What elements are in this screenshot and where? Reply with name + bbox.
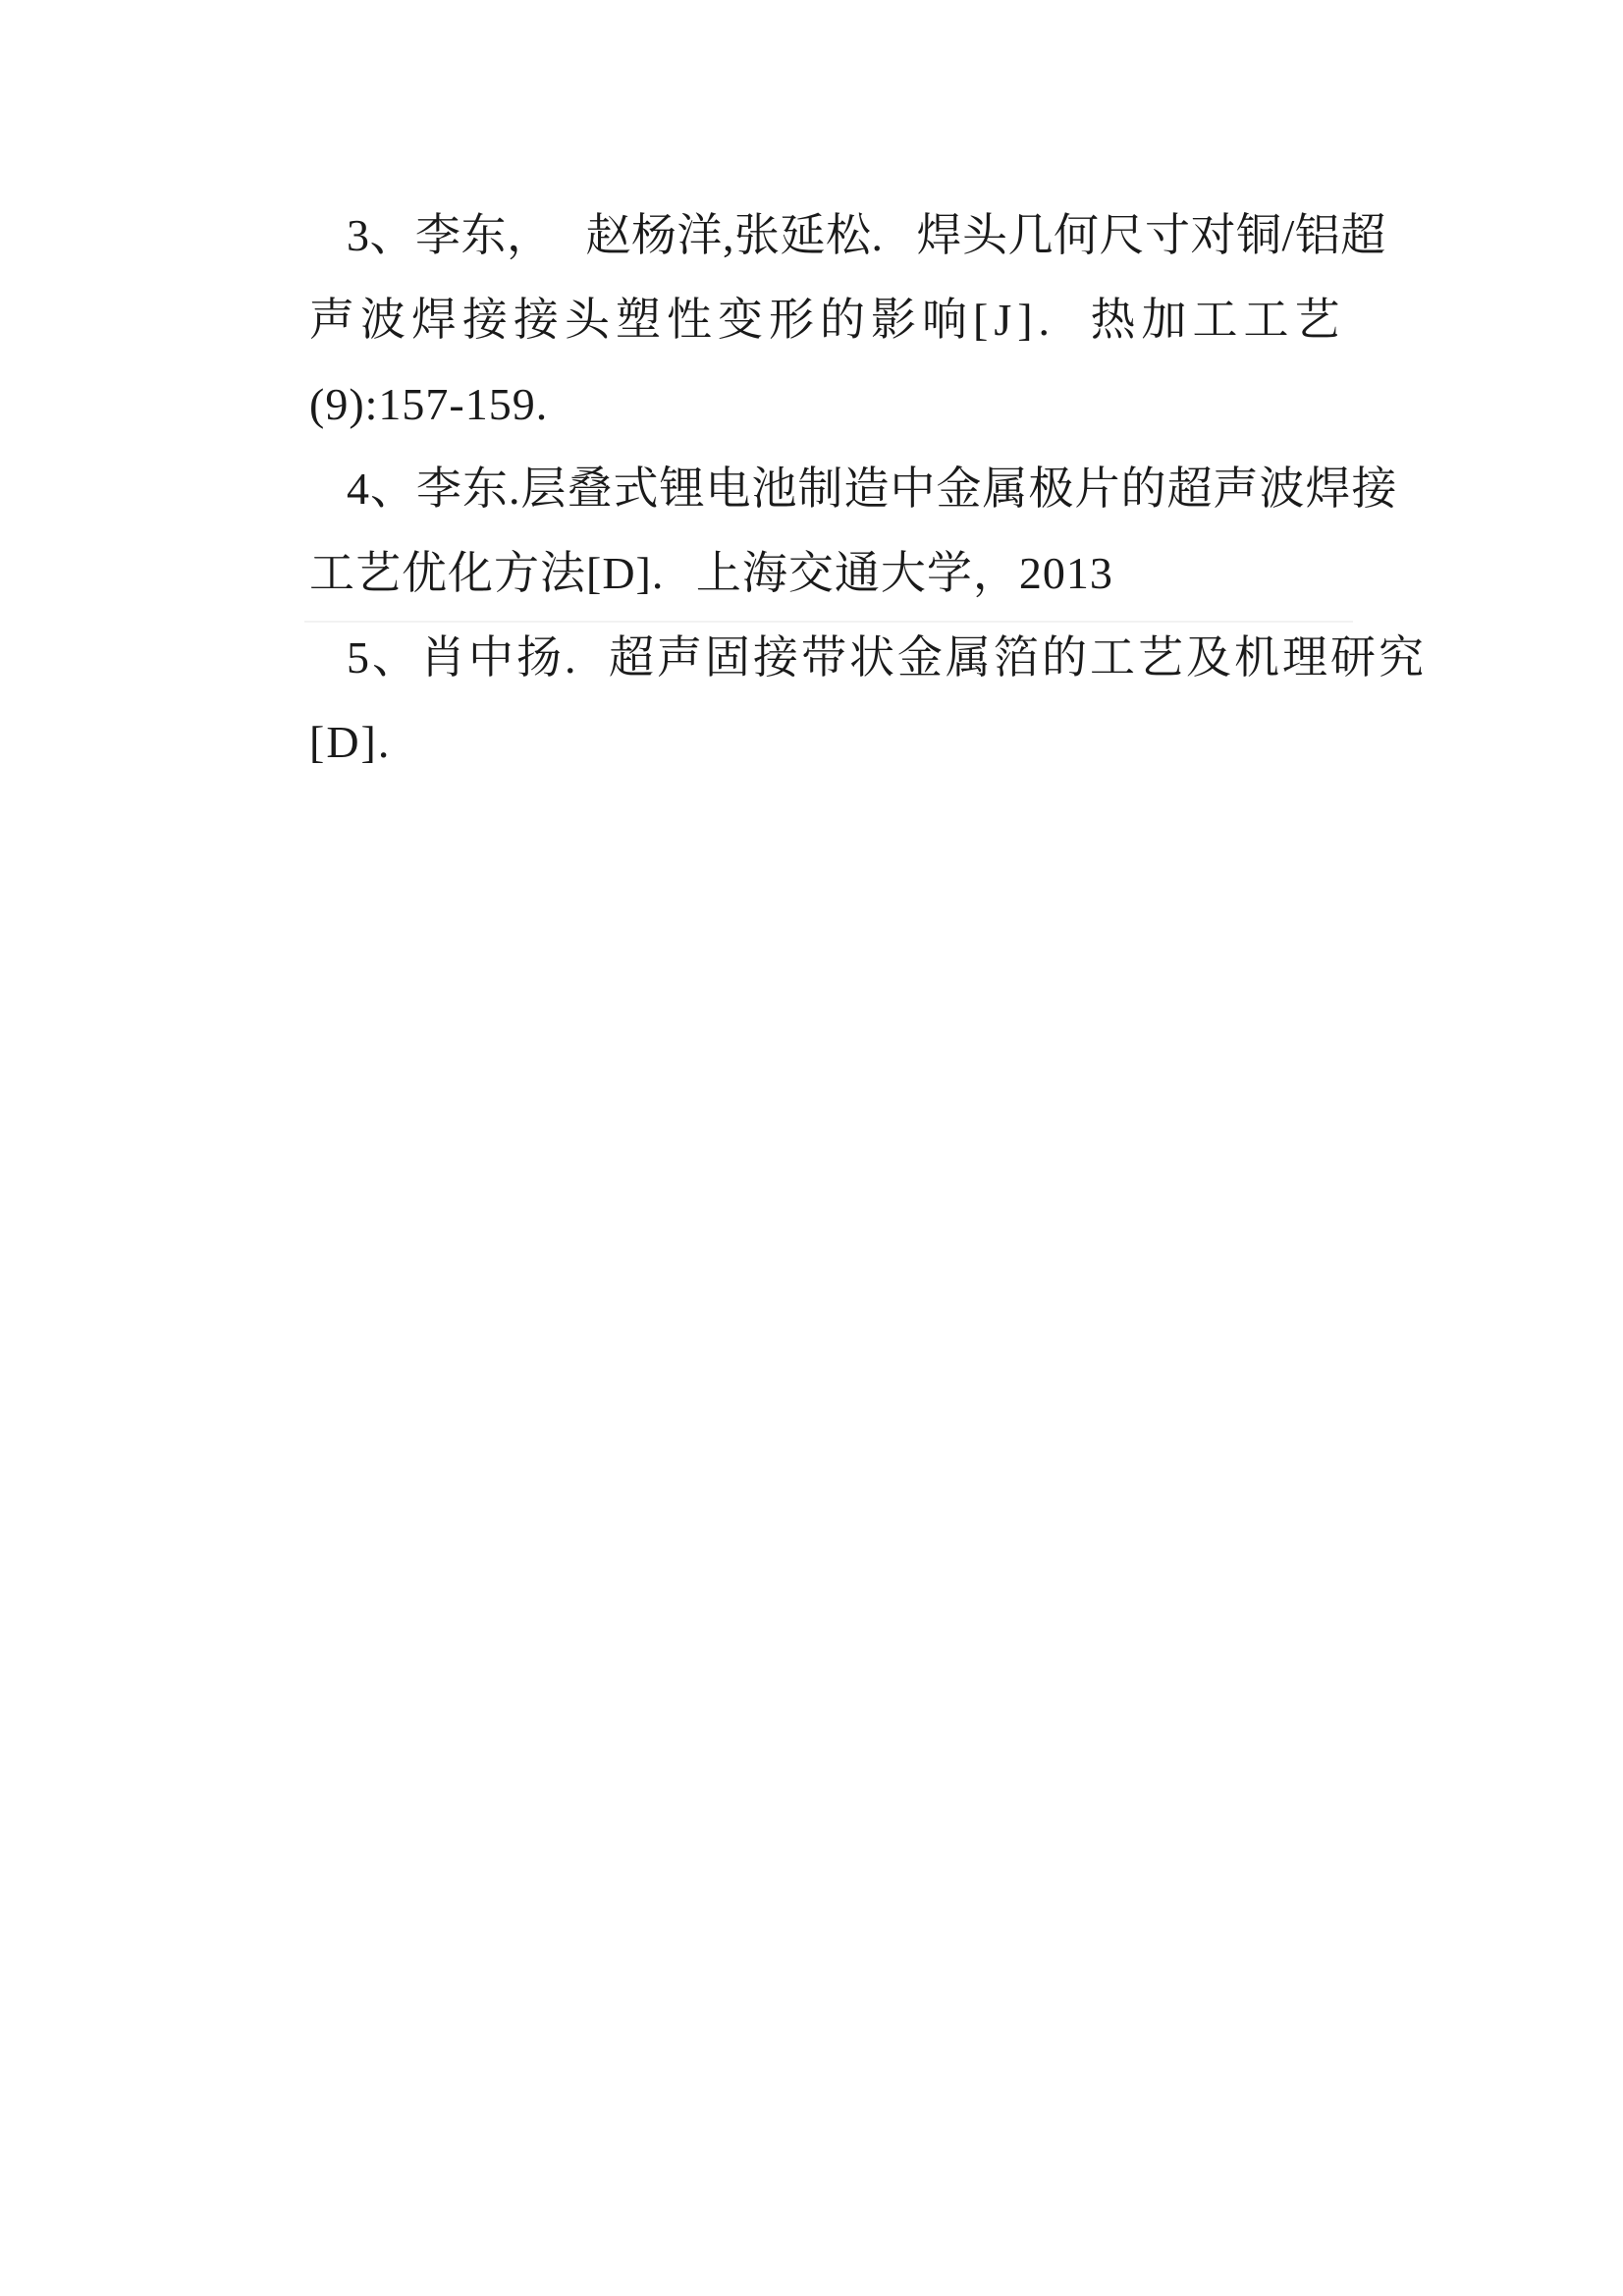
reference-3-line-2: 声波焊接接头塑性变形的影响[J]. 热加工工艺 [309,295,1346,345]
reference-3-line-1: 3、李东， 赵杨洋,张延松. 焊头几何尺寸对铜/铝超 [347,210,1386,260]
reference-3-line-3: (9):157-159. [309,379,549,429]
reference-5-line-2: [D]. [309,717,392,767]
reference-4-line-1: 4、李东.层叠式锂电池制造中金属极片的超声波焊接 [347,464,1398,514]
divider-line [304,621,1353,623]
reference-4-line-2: 工艺优化方法[D]. 上海交通大学，2013 [309,548,1113,598]
reference-5-line-1: 5、肖中扬. 超声固接带状金属箔的工艺及机理研究 [347,632,1427,683]
references-block [309,193,1427,785]
